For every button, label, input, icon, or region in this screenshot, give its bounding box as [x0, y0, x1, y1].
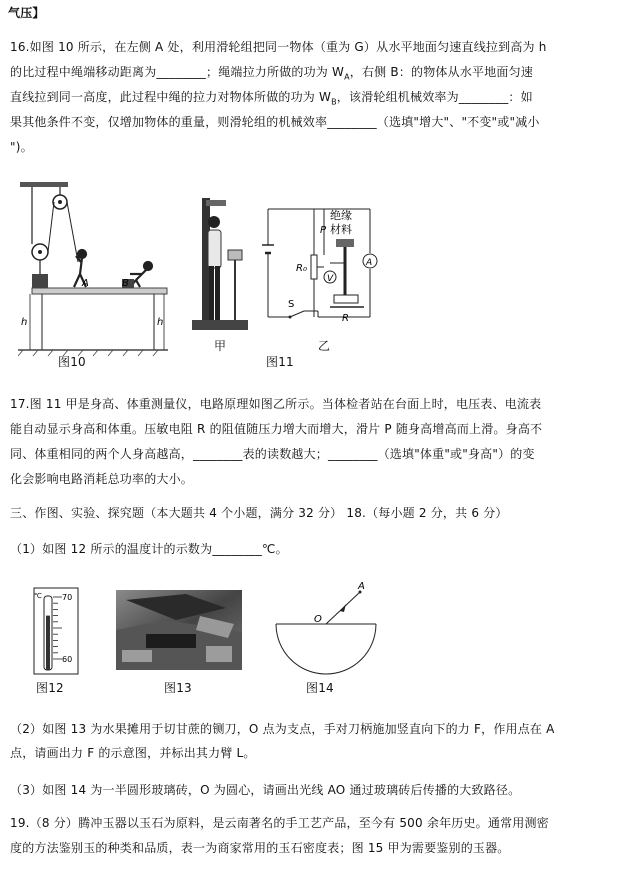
label-a-point: A — [358, 581, 365, 592]
figure-13-sugarcane-cutter-photo — [116, 590, 242, 670]
fig14-caption: 图14 — [306, 681, 334, 695]
q16-line-4: 果其他条件不变，仅增加物体的重量，则滑轮组的机械效率________（选填"增大"、"不变"或"减小 — [10, 115, 540, 129]
header-fragment: 气压】 — [8, 6, 45, 20]
fig10-caption: 图10 — [58, 355, 86, 369]
label-r0: R₀ — [296, 263, 307, 274]
display-panel — [228, 250, 242, 260]
switch-s — [290, 311, 304, 317]
q19-line-2: 度的方法鉴别玉的种类和品质，表一为商家常用的玉石密度表；图 15 甲为需要鉴别的玉器。 — [10, 841, 510, 855]
q19-line-1: 19.（8 分）腾冲玉器以玉石为原料，是云南著名的手工艺产品，至今有 500 余年历史。通常用测密 — [10, 816, 549, 830]
pressure-resistor-r — [334, 295, 358, 303]
section-3-heading: 三、作图、实验、探究题（本大题共 4 个小题，满分 32 分） 18.（每小题 2 分，共 6 分） — [10, 506, 508, 520]
q17-line-4: 化会影响电路消耗总功率的大小。 — [10, 472, 194, 486]
yi-caption: 乙 — [318, 339, 331, 353]
label-v: V — [327, 274, 334, 284]
label-a: A — [82, 278, 89, 289]
figure-11-jia-device — [192, 192, 254, 334]
label-h-left: h — [21, 317, 28, 328]
q16-line-2 — [10, 63, 533, 86]
q16-line-2-text: 的比过程中绳端移动距离为________；绳端拉力所做的功为 W — [10, 65, 345, 79]
label-b: B — [122, 278, 129, 289]
q18-part-2-line-1: （2）如图 13 为水果摊用于切甘蔗的铡刀，O 点为支点，手对刀柄施加竖直向下的力 F，作用点在 A — [10, 722, 555, 736]
q16-line-2-rest: ，右侧 B：的物体从水平地面匀速 — [349, 65, 534, 79]
label-s: S — [288, 299, 295, 310]
insulation-block — [336, 239, 354, 247]
q16-line-1: 16.如图 10 所示，在左侧 A 处，利用滑轮组把同一物体（重为 G）从水平地面匀速直线拉到高为 h — [10, 40, 547, 54]
label-h-right: h — [157, 317, 164, 328]
semicircle-arc — [276, 624, 376, 674]
q18-part-2-line-2: 点，请画出力 F 的示意图，并标出其力臂 L。 — [10, 746, 256, 760]
label-material: 材料 — [330, 223, 352, 236]
ray-arrow — [340, 604, 346, 612]
thermo-label-bottom: 60 — [62, 655, 73, 664]
label-p: P — [320, 225, 327, 236]
label-a-meter: A — [366, 258, 373, 268]
mercury-column — [46, 616, 50, 670]
cutter-base — [146, 634, 196, 648]
thermo-unit-label: ℃ — [34, 592, 42, 600]
object-box — [32, 274, 48, 288]
q16-sub-b: B — [331, 97, 337, 107]
q17-line-1: 17.图 11 甲是身高、体重测量仪，电路原理如图乙所示。当体检者站在台面上时，电压表、电流表 — [10, 397, 542, 411]
q16-line-3 — [10, 88, 533, 111]
thermo-label-top: 70 — [62, 593, 73, 602]
person-standing-icon — [208, 216, 221, 320]
q17-line-3: 同、体重相同的两个人身高越高，________表的读数越大；________（选填"体重"或"身高"）的变 — [10, 447, 535, 461]
ceiling-beam — [20, 182, 68, 187]
figure-14-semicircle-glass — [270, 580, 382, 676]
figure-10-pulley-diagram — [18, 182, 168, 368]
figure-12-thermometer — [26, 586, 86, 676]
platform — [32, 288, 167, 294]
jia-caption: 甲 — [214, 339, 227, 353]
q16-line-5: ")。 — [10, 140, 33, 154]
label-insulation: 绝缘 — [330, 209, 352, 222]
figure-11-yi-circuit — [260, 207, 380, 335]
scale-base — [192, 320, 248, 330]
q16-line-3-rest: ，该滑轮组机械效率为________：如 — [336, 90, 533, 104]
q17-line-2: 能自动显示身高和体重。压敏电阻 R 的阻值随压力增大而增大，滑片 P 随身高增高而上滑。身高不 — [10, 422, 543, 436]
resistor-r0 — [311, 255, 317, 279]
label-o: O — [314, 614, 322, 625]
fig13-caption: 图13 — [164, 681, 192, 695]
label-r: R — [342, 313, 349, 324]
fig12-caption: 图12 — [36, 681, 64, 695]
q18-part-3: （3）如图 14 为一半圆形玻璃砖，O 为圆心，请画出光线 AO 通过玻璃砖后传播的大致路径。 — [10, 783, 521, 797]
q16-line-3-text: 直线拉到同一高度，此过程中绳的拉力对物体所做的功为 W — [10, 90, 332, 104]
q18-part-1: （1）如图 12 所示的温度计的示数为________℃。 — [10, 542, 288, 556]
fig11-caption: 图11 — [266, 355, 294, 369]
q16-sub-a: A — [344, 72, 350, 82]
